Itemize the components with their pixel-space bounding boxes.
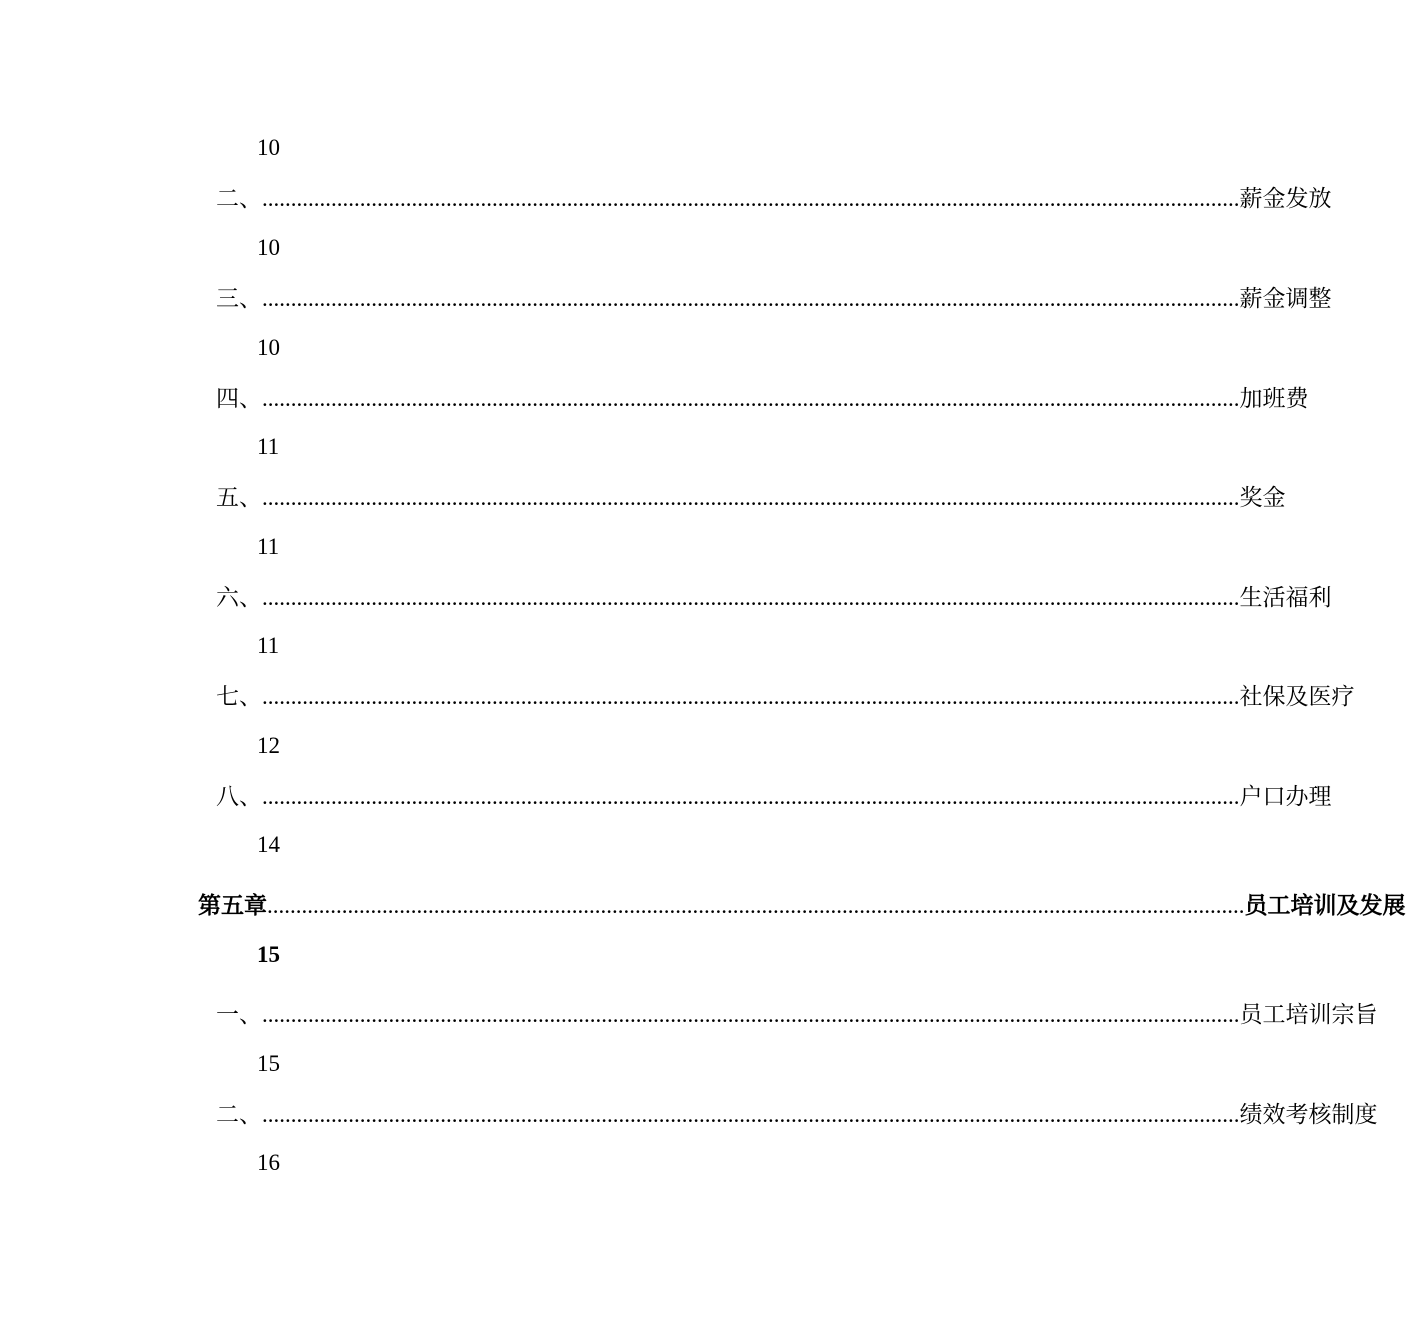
toc-page-number: 16 bbox=[257, 1150, 280, 1175]
toc-entry-index: 八、 bbox=[216, 784, 262, 809]
toc-page-number: 11 bbox=[257, 534, 280, 559]
toc-dot-leader: .......................................................................................................................................................................... bbox=[262, 386, 1240, 411]
toc-page-number: 10 bbox=[257, 235, 280, 260]
toc-entry-index: 二、 bbox=[216, 186, 262, 211]
toc-entry-social-insurance[interactable] bbox=[216, 681, 1355, 713]
toc-chapter-index: 第五章 bbox=[198, 893, 267, 918]
toc-page-number: 14 bbox=[257, 832, 280, 857]
toc-page-number: 15 bbox=[257, 942, 280, 967]
toc-entry-index: 六、 bbox=[216, 585, 262, 610]
toc-entry-title: 社保及医疗 bbox=[1239, 684, 1355, 709]
toc-entry-living-welfare[interactable] bbox=[216, 582, 1332, 614]
toc-entry-index: 三、 bbox=[216, 286, 262, 311]
toc-entry-title: 生活福利 bbox=[1239, 585, 1332, 610]
toc-entry-training-purpose[interactable] bbox=[216, 999, 1378, 1031]
toc-entry-overtime-pay[interactable] bbox=[216, 383, 1309, 415]
toc-entry-title: 绩效考核制度 bbox=[1239, 1102, 1378, 1127]
toc-entry-title: 奖金 bbox=[1239, 485, 1286, 510]
toc-dot-leader: .......................................................................................................................................................................... bbox=[262, 684, 1240, 709]
toc-page-number: 11 bbox=[257, 434, 280, 459]
toc-entry-index: 五、 bbox=[216, 485, 262, 510]
toc-entry-bonus[interactable] bbox=[216, 482, 1286, 514]
toc-entry-salary-payment[interactable] bbox=[216, 183, 1332, 215]
toc-dot-leader: .......................................................................................................................................................................... bbox=[262, 485, 1240, 510]
toc-entry-title: 加班费 bbox=[1239, 386, 1309, 411]
toc-page-number: 11 bbox=[257, 633, 280, 658]
toc-chapter-title: 员工培训及发展 bbox=[1244, 893, 1406, 918]
toc-page-number: 15 bbox=[257, 1051, 280, 1076]
toc-page-number: 12 bbox=[257, 733, 280, 758]
toc-dot-leader: .......................................................................................................................................................................... bbox=[262, 286, 1240, 311]
toc-dot-leader: .......................................................................................................................................................................... bbox=[262, 1002, 1240, 1027]
toc-dot-leader: .......................................................................................................................................................................... bbox=[262, 186, 1240, 211]
toc-dot-leader: .......................................................................................................................................................................... bbox=[262, 1102, 1240, 1127]
toc-entry-title: 户口办理 bbox=[1239, 784, 1332, 809]
toc-entry-title: 薪金发放 bbox=[1239, 186, 1332, 211]
toc-entry-index: 二、 bbox=[216, 1102, 262, 1127]
toc-dot-leader: .......................................................................................................................................................................... bbox=[262, 585, 1240, 610]
toc-entry-household-registration[interactable] bbox=[216, 781, 1332, 813]
toc-entry-title: 员工培训宗旨 bbox=[1239, 1002, 1378, 1027]
toc-entry-performance-appraisal[interactable] bbox=[216, 1099, 1378, 1131]
toc-entry-title: 薪金调整 bbox=[1239, 286, 1332, 311]
toc-entry-index: 一、 bbox=[216, 1002, 262, 1027]
toc-dot-leader: .......................................................................................................................................................................... bbox=[267, 893, 1245, 918]
toc-entry-salary-adjustment[interactable] bbox=[216, 283, 1332, 315]
toc-dot-leader: .......................................................................................................................................................................... bbox=[262, 784, 1240, 809]
toc-page-number: 10 bbox=[257, 335, 280, 360]
toc-entry-index: 七、 bbox=[216, 684, 262, 709]
toc-entry-index: 四、 bbox=[216, 386, 262, 411]
toc-chapter-5[interactable] bbox=[198, 890, 1406, 922]
toc-page-number: 10 bbox=[257, 135, 280, 160]
